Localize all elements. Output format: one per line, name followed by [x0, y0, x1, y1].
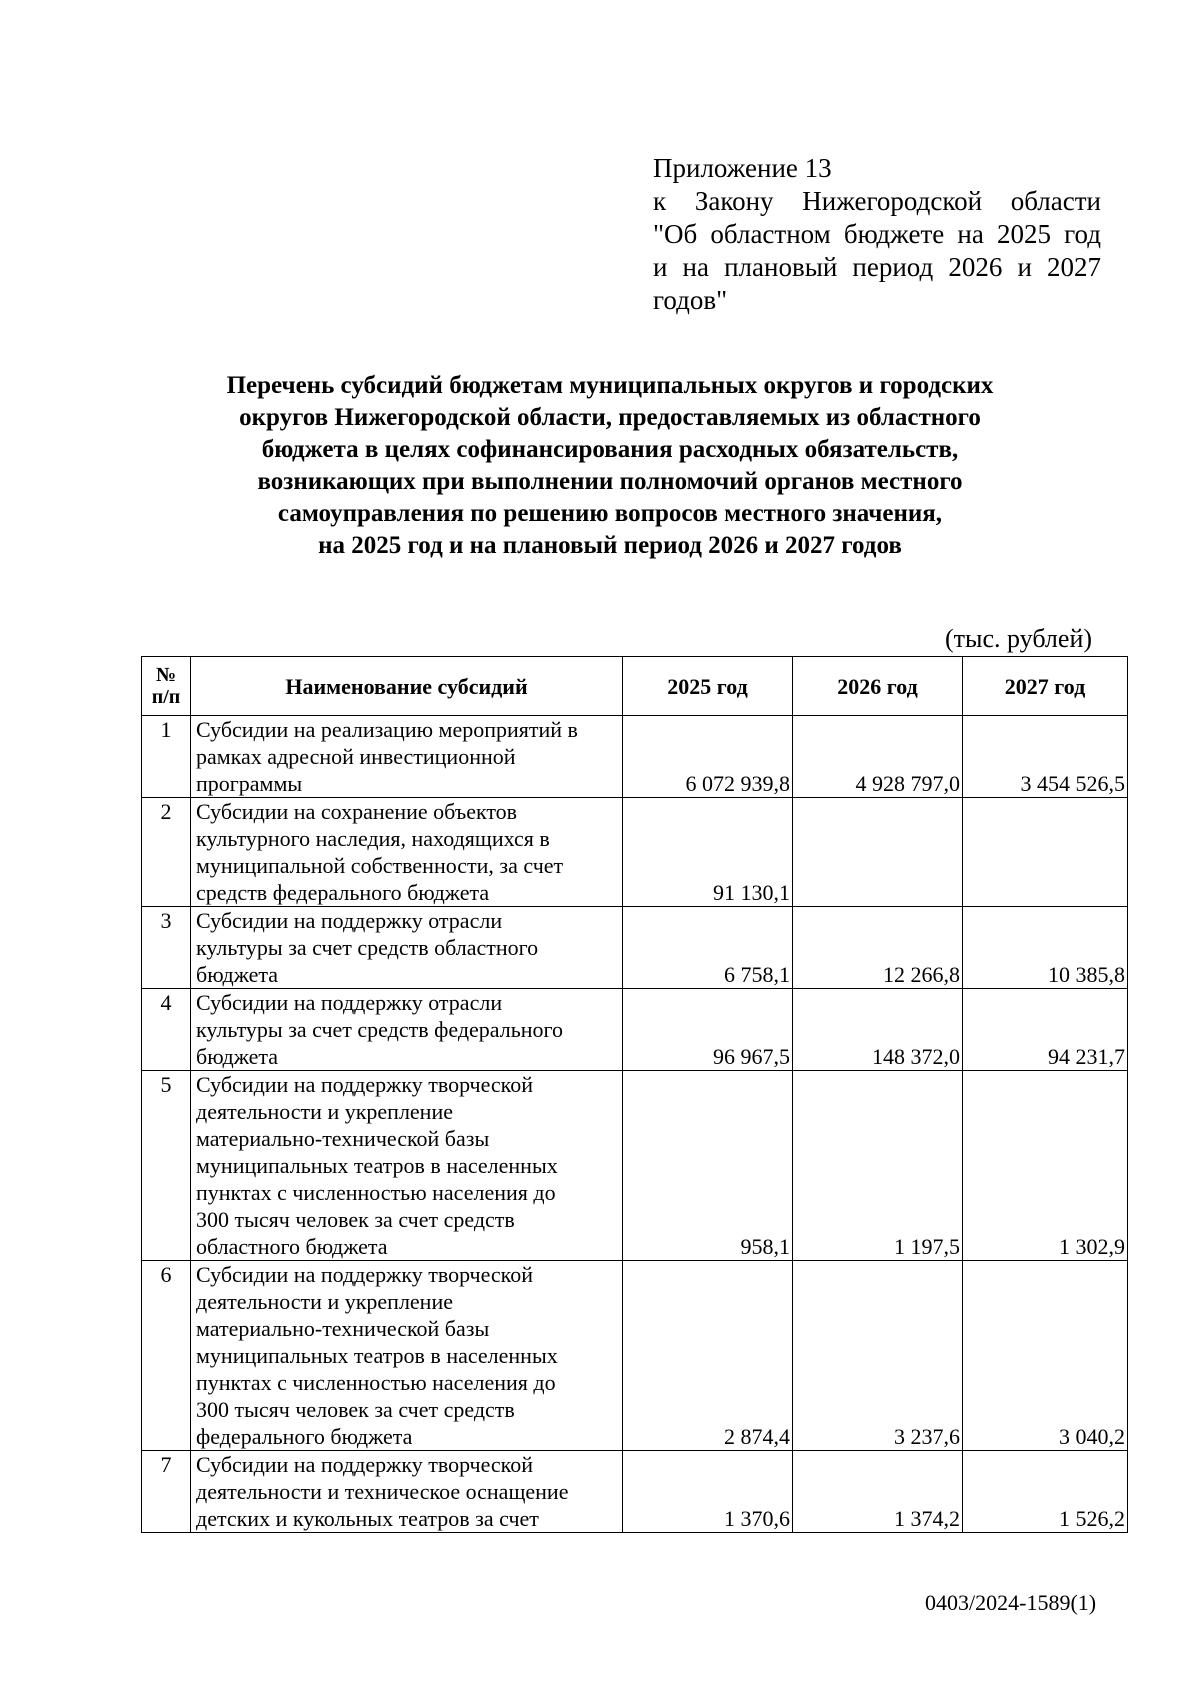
row-value-2025: 96 967,5: [623, 989, 793, 1071]
document-code: 0403/2024-1589(1): [925, 1590, 1097, 1615]
table-row: [142, 1451, 1128, 1533]
subsidy-name-line: культурного наследия, находящихся в: [196, 826, 550, 851]
units-label: (тыс. рублей): [945, 624, 1093, 653]
row-subsidy-name: [191, 1451, 623, 1533]
table-row: [142, 907, 1128, 989]
header-number-line1: №: [155, 664, 177, 686]
row-value-2027: [963, 798, 1128, 907]
subsidy-name-line: областного бюджета: [196, 1234, 388, 1259]
title-line: возникающих при выполнении полномочий органов местного: [257, 468, 963, 495]
subsidy-name-line: культуры за счет средств областного: [196, 935, 539, 960]
subsidy-name-line: 300 тысяч человек за счет средств: [196, 1207, 515, 1232]
header-2026: 2026 год: [793, 657, 963, 716]
row-value-2025: 2 874,4: [623, 1261, 793, 1451]
row-subsidy-name: [191, 1261, 623, 1451]
header-2027: 2027 год: [963, 657, 1128, 716]
subsidy-name-line: федерального бюджета: [196, 1424, 413, 1449]
title-line: на 2025 год и на плановый период 2026 и 2027 годов: [318, 532, 902, 559]
subsidy-name-line: Субсидии на поддержку творческой: [196, 1452, 534, 1477]
table-row: [142, 716, 1128, 798]
row-value-2026: 4 928 797,0: [793, 716, 963, 798]
title-line: Перечень субсидий бюджетам муниципальных округов и городских: [226, 372, 994, 399]
row-number: 1: [142, 716, 191, 798]
subsidy-name-line: материально-технической базы: [196, 1316, 490, 1341]
table-row: [142, 1261, 1128, 1451]
table-header-row: [142, 657, 1128, 716]
appendix-line: к Закону Нижегородской области: [653, 186, 1101, 216]
row-number: 6: [142, 1261, 191, 1451]
row-subsidy-name: [191, 1071, 623, 1261]
appendix-header: [653, 152, 1101, 317]
table-row: [142, 798, 1128, 907]
title-line: бюджета в целях софинансирования расходных обязательств,: [261, 436, 959, 463]
subsidy-name-line: материально-технической базы: [196, 1126, 490, 1151]
subsidy-name-line: культуры за счет средств федерального: [196, 1017, 564, 1042]
subsidies-table: [141, 656, 1128, 1533]
row-value-2025: 6 758,1: [623, 907, 793, 989]
table-row: [142, 989, 1128, 1071]
row-value-2025: 6 072 939,8: [623, 716, 793, 798]
appendix-line: и на плановый период 2026 и 2027: [653, 252, 1101, 282]
row-value-2027: 1 526,2: [963, 1451, 1128, 1533]
appendix-line: Приложение 13: [653, 153, 832, 183]
row-value-2027: 3 040,2: [963, 1261, 1128, 1451]
subsidy-name-line: Субсидии на поддержку творческой: [196, 1262, 534, 1287]
subsidy-name-line: Субсидии на поддержку отрасли: [196, 908, 503, 933]
appendix-line: "Об областном бюджете на 2025 год: [653, 219, 1101, 249]
row-value-2026: 3 237,6: [793, 1261, 963, 1451]
appendix-line: годов": [653, 285, 728, 315]
row-value-2026: 1 374,2: [793, 1451, 963, 1533]
subsidy-name-line: муниципальной собственности, за счет: [196, 853, 564, 878]
row-value-2026: 12 266,8: [793, 907, 963, 989]
row-subsidy-name: [191, 907, 623, 989]
row-subsidy-name: [191, 798, 623, 907]
row-value-2027: 10 385,8: [963, 907, 1128, 989]
subsidy-name-line: рамках адресной инвестиционной: [196, 744, 516, 769]
header-name: Наименование субсидий: [191, 657, 623, 716]
subsidy-name-line: пунктах с численностью населения до: [196, 1180, 556, 1205]
header-number-line2: п/п: [151, 686, 181, 708]
subsidy-name-line: бюджета: [196, 962, 279, 987]
row-value-2025: 91 130,1: [623, 798, 793, 907]
title-line: округов Нижегородской области, предоставляемых из областного: [239, 404, 981, 431]
subsidy-name-line: детских и кукольных театров за счет: [196, 1506, 539, 1531]
subsidy-name-line: деятельности и укрепление: [196, 1099, 453, 1124]
subsidy-name-line: муниципальных театров в населенных: [196, 1343, 558, 1368]
subsidy-name-line: Субсидии на поддержку отрасли: [196, 990, 503, 1015]
row-value-2027: 94 231,7: [963, 989, 1128, 1071]
row-value-2026: 1 197,5: [793, 1071, 963, 1261]
title-line: самоуправления по решению вопросов местного значения,: [277, 500, 943, 527]
row-number: 3: [142, 907, 191, 989]
subsidy-name-line: Субсидии на сохранение объектов: [196, 799, 518, 824]
subsidy-name-line: 300 тысяч человек за счет средств: [196, 1397, 515, 1422]
subsidy-name-line: муниципальных театров в населенных: [196, 1153, 558, 1178]
row-subsidy-name: [191, 989, 623, 1071]
subsidy-name-line: средств федерального бюджета: [196, 880, 490, 905]
row-value-2026: [793, 798, 963, 907]
subsidy-name-line: деятельности и укрепление: [196, 1289, 453, 1314]
subsidy-name-line: Субсидии на поддержку творческой: [196, 1072, 534, 1097]
subsidy-name-line: программы: [196, 771, 303, 796]
row-value-2025: 958,1: [623, 1071, 793, 1261]
row-number: 7: [142, 1451, 191, 1533]
row-value-2025: 1 370,6: [623, 1451, 793, 1533]
subsidy-name-line: деятельности и техническое оснащение: [196, 1479, 569, 1504]
row-number: 4: [142, 989, 191, 1071]
header-number: [142, 657, 191, 716]
row-value-2027: 1 302,9: [963, 1071, 1128, 1261]
table-row: [142, 1071, 1128, 1261]
row-number: 2: [142, 798, 191, 907]
row-value-2027: 3 454 526,5: [963, 716, 1128, 798]
subsidy-name-line: Субсидии на реализацию мероприятий в: [196, 717, 578, 742]
subsidy-name-line: бюджета: [196, 1044, 279, 1069]
subsidy-name-line: пунктах с численностью населения до: [196, 1370, 556, 1395]
row-value-2026: 148 372,0: [793, 989, 963, 1071]
document-title: [150, 370, 1070, 562]
row-subsidy-name: [191, 716, 623, 798]
header-2025: 2025 год: [623, 657, 793, 716]
row-number: 5: [142, 1071, 191, 1261]
